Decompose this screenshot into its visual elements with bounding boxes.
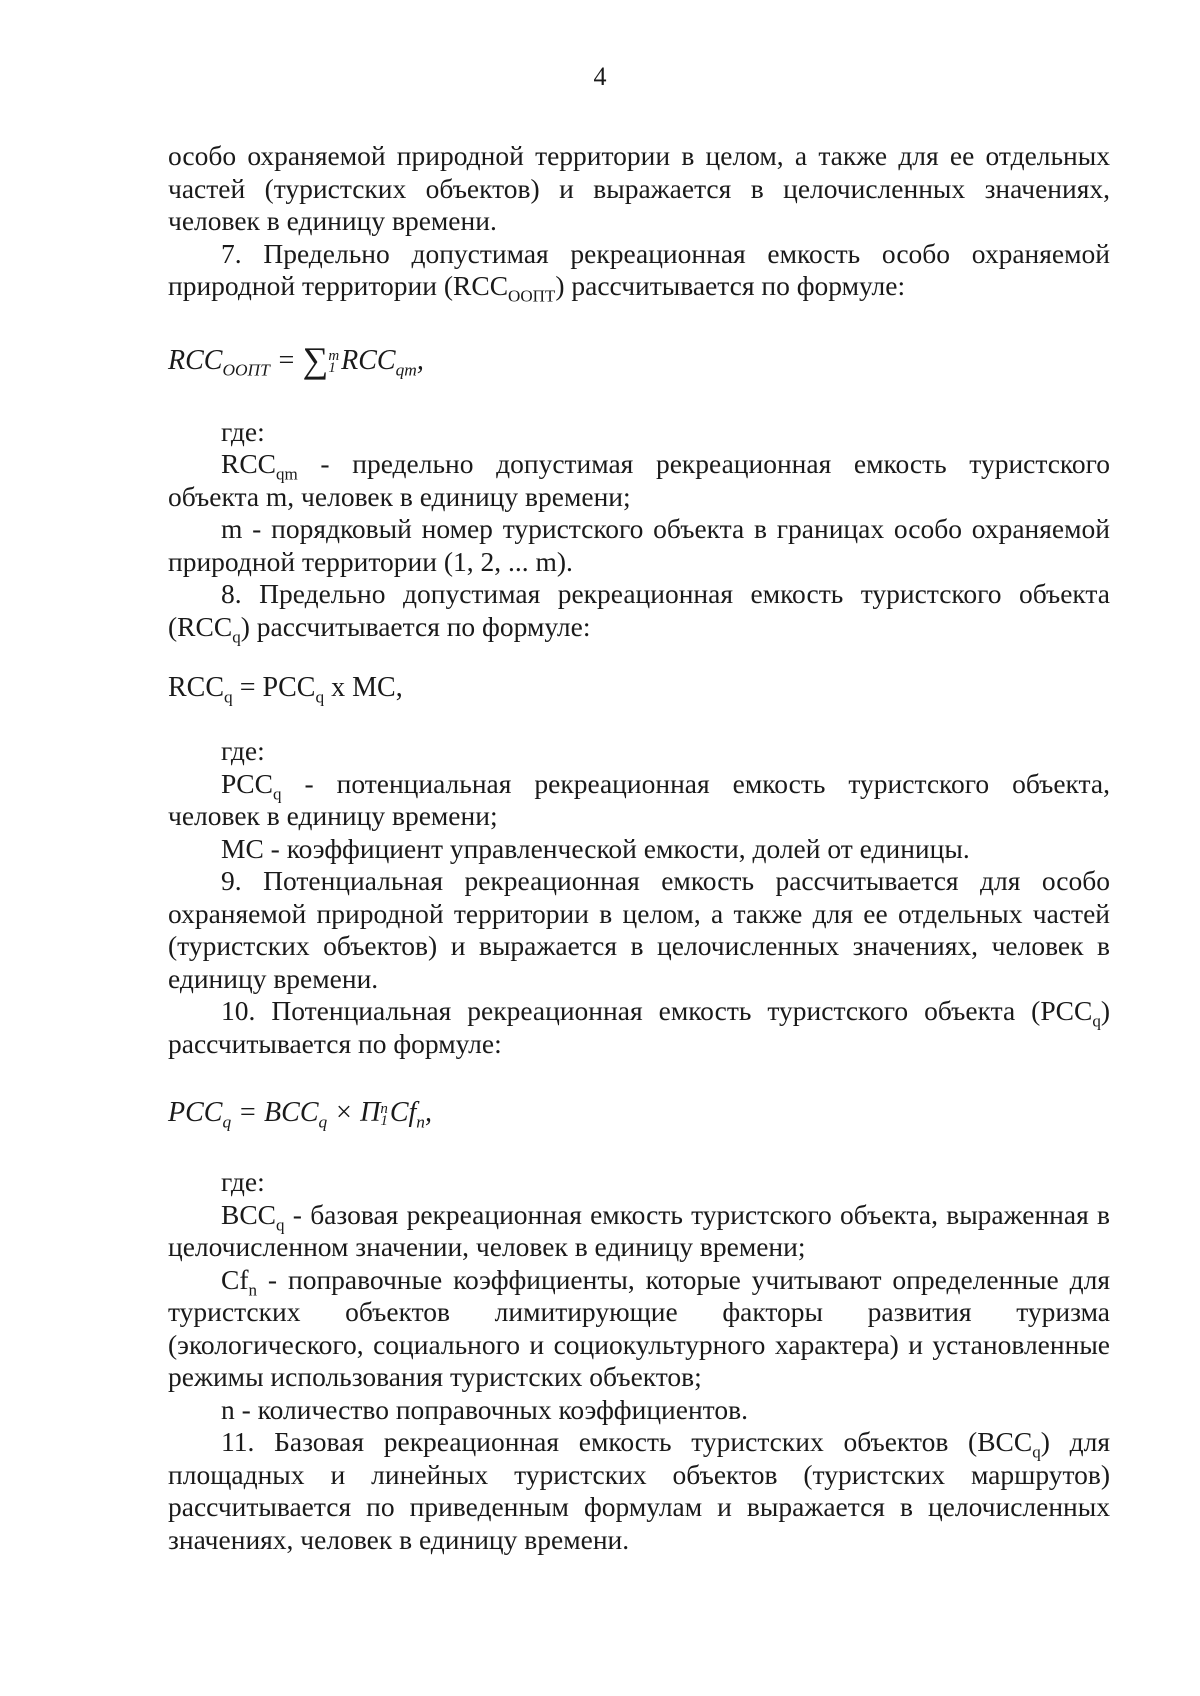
definition-m: m - порядковый номер туристского объекта в границах особо охраняемой природной территории (1, 2, ... m). bbox=[168, 513, 1110, 577]
paragraph-continuation: особо охраняемой природной территории в целом, а также для ее отдельных частей (туристских объектов) и выражается в целочисленных значениях, человек в единицу времени. bbox=[168, 140, 1110, 236]
definition-n: n - количество поправочных коэффициентов. bbox=[221, 1393, 748, 1425]
page-body bbox=[168, 140, 1110, 1556]
page-number: 4 bbox=[593, 62, 607, 91]
paragraph-10: 10. Потенциальная рекреационная емкость туристского объекта $(PCC_q)$ рассчитывается по формуле: bbox=[168, 995, 1110, 1059]
definition-rcc-qm: $RCC_{qm}$ - предельно допустимая рекреационная емкость туристского объекта m, человек в единицу времени; bbox=[168, 448, 1110, 512]
paragraph-11: 11. Базовая рекреационная емкость туристских объектов $(BCC_q)$ для площадных и линейных туристских объектов (туристских маршрутов) рассчитывается по приведенным формулам и выражается в целочисленных значениях, человек в единицу времени. bbox=[168, 1426, 1110, 1555]
where-label-3: где: bbox=[221, 1166, 265, 1197]
where-label-2: где: bbox=[221, 735, 265, 766]
formula-pcc-q: $PCC_q = BCC_q \times \Pi$ n 1 $Cf_n$, bbox=[168, 1097, 432, 1132]
paragraph-7: 7. Предельно допустимая рекреационная емкость особо охраняемой природной территории $(RCC_{ООПТ})$ рассчитывается по формуле: bbox=[168, 237, 1110, 306]
definition-cf-n: $Cf_n$ - поправочные коэффициенты, которые учитывают определенные для туристских объектов лимитирующие факторы развития туризма (экологического, социального и социокультурного характера) и установленные режимы использования туристских объектов; bbox=[168, 1263, 1110, 1392]
definition-pcc-q: $PCC_q$ - потенциальная рекреационная емкость туристского объекта, человек в единицу времени; bbox=[168, 767, 1110, 831]
formula-rcc-oopt: $RCC_{ООПТ}$ = ∑ m 1 $RCC_{qm}$, bbox=[168, 339, 424, 380]
definition-bcc-q: $BCC_q$ - базовая рекреационная емкость туристского объекта, выраженная в целочисленном значении, человек в единицу времени; bbox=[168, 1198, 1110, 1262]
definition-mc: MC - коэффициент управленческой емкости, долей от единицы. bbox=[221, 832, 970, 864]
paragraph-8: 8. Предельно допустимая рекреационная емкость туристского объекта $(RCC_q)$ рассчитывается по формуле: bbox=[168, 578, 1110, 646]
paragraph-9: 9. Потенциальная рекреационная емкость рассчитывается для особо охраняемой природной территории в целом, а также для ее отдельных частей (туристских объектов) и выражается в целочисленных значениях, человек в единицу времени. bbox=[168, 865, 1110, 994]
where-label-1: где: bbox=[221, 415, 265, 447]
formula-rcc-q: $RCC_q = PCC_q$ x MC, bbox=[168, 672, 403, 707]
